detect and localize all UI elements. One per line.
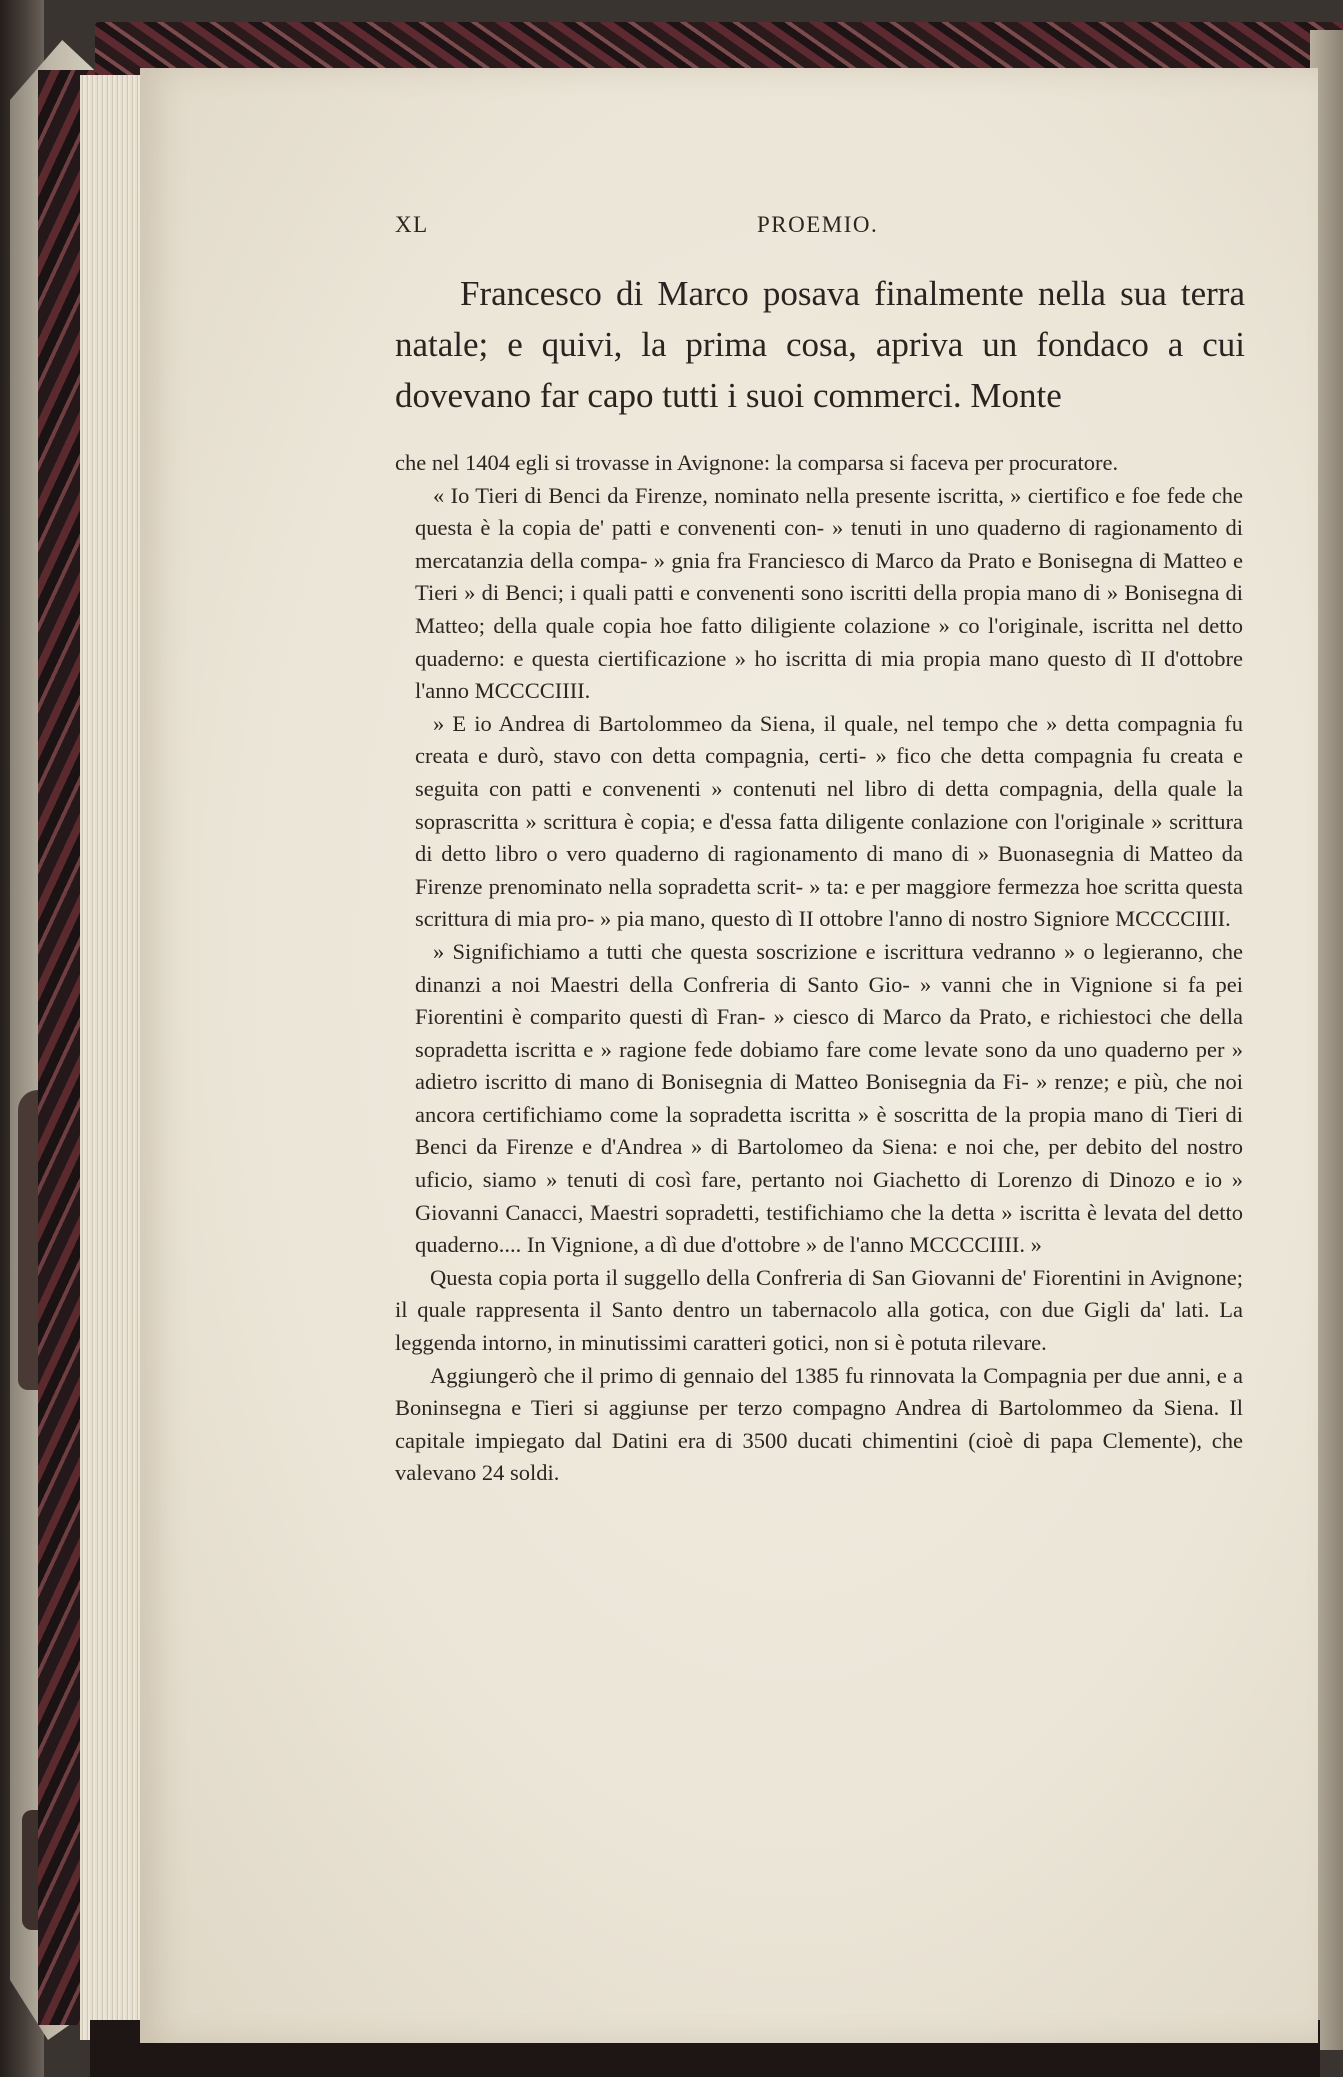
paragraph: Aggiungerò che il primo di gennaio del 1385 fu rinnovata la Compagnia per due anni, e a Boninsegna e Tieri si aggiunse per terzo compagno Andrea di Bartolommeo da Siena. Il capitale impiegato dal Datini era di 3500 ducati chimentini (cioè di papa Clemente), che valevano 24 soldi. — [395, 1362, 1243, 1486]
page-header — [395, 212, 1275, 248]
body-text — [395, 447, 1243, 1490]
page-folio: XL — [395, 212, 429, 237]
running-title: PROEMIO. — [757, 212, 879, 237]
intro-paragraph-block — [395, 268, 1245, 421]
intro-paragraph: Francesco di Marco posava finalmente nella sua terra natale; e quivi, la prima cosa, apriva un fondaco a cui dovevano far capo tutti i suoi commerci. Monte — [395, 274, 1245, 415]
paragraph: che nel 1404 egli si trovasse in Avignone: la comparsa si faceva per procuratore. — [395, 450, 1119, 475]
paragraph: Questa copia porta il suggello della Confreria di San Giovanni de' Fiorentini in Avignone; il quale rappresenta il Santo dentro un tabernacolo alla gotica, con due Gigli da' lati. La leggenda intorno, in minutissimi caratteri gotici, non si è potuta rilevare. — [395, 1264, 1243, 1356]
quoted-attestation-maestri: » Significhiamo a tutti che questa soscrizione e iscrittura vedranno » o legieranno, che dinanzi a noi Maestri della Confreria di Santo Gio- » vanni che in Vignione si fa pei Fiorentini è comparito questi dì Fran- » ciesco di Marco da Prato, e richiestoci che della sopradetta iscritta e » ragione fede dobiamo fare come levate sono da uno quaderno per » adietro iscritto di mano di Bonisegnia di Matteo Bonisegnia da Fi- » renze; e più, che noi ancora certifichiamo come la sopradetta iscritta » è soscritta de la propia mano di Tieri di Benci da Firenze e d'Andrea » di Bartolomeo da Siena: e noi che, per debito del nostro uficio, siamo » tenuti di così fare, pertanto noi Giachetto di Lorenzo di Dinozo e io » Giovanni Canacci, Maestri sopradetti, testifichiamo che la detta » iscritta è levata del detto quaderno.... In Vignione, a dì due d'ottobre » de l'anno MCCCCIIII. » — [415, 938, 1243, 1258]
quoted-attestation-andrea: » E io Andrea di Bartolommeo da Siena, il quale, nel tempo che » detta compagnia fu creata e durò, stavo con detta compagnia, certi- » fico che detta compagnia fu creata e seguita con patti e convenenti » contenuti nel libro di detta compagnia, della quale la soprascritta » scrittura è copia; e d'essa fatta diligente conlazione con l'originale » scrittura di detto libro o vero quaderno di ragionamento di mano di » Buonasegnia di Matteo da Firenze prenominato nella sopradetta scrit- » ta: e per maggiore fermezza hoe scritta questa scrittura di mia pro- » pia mano, questo dì II ottobre l'anno di nostro Signiore MCCCCIIII. — [415, 710, 1243, 932]
quoted-attestation-tieri: « Io Tieri di Benci da Firenze, nominato nella presente iscritta, » ciertifico e foe fede che questa è la copia de' patti e convenenti con- » tenuti in uno quaderno di ragionamento di mercatanzia della compa- » gnia fra Franciesco di Marco da Prato e Bonisegna di Matteo e Tieri » di Benci; i quali patti e convenenti sono iscritti della propia mano di » Bonisegna di Matteo; della quale copia hoe fatto diligiente colazione » co l'originale, iscritta nel detto quaderno: e questa ciertificazione » ho iscritta di mia propia mano questo dì II d'ottobre l'anno MCCCCIIII. — [415, 482, 1243, 704]
